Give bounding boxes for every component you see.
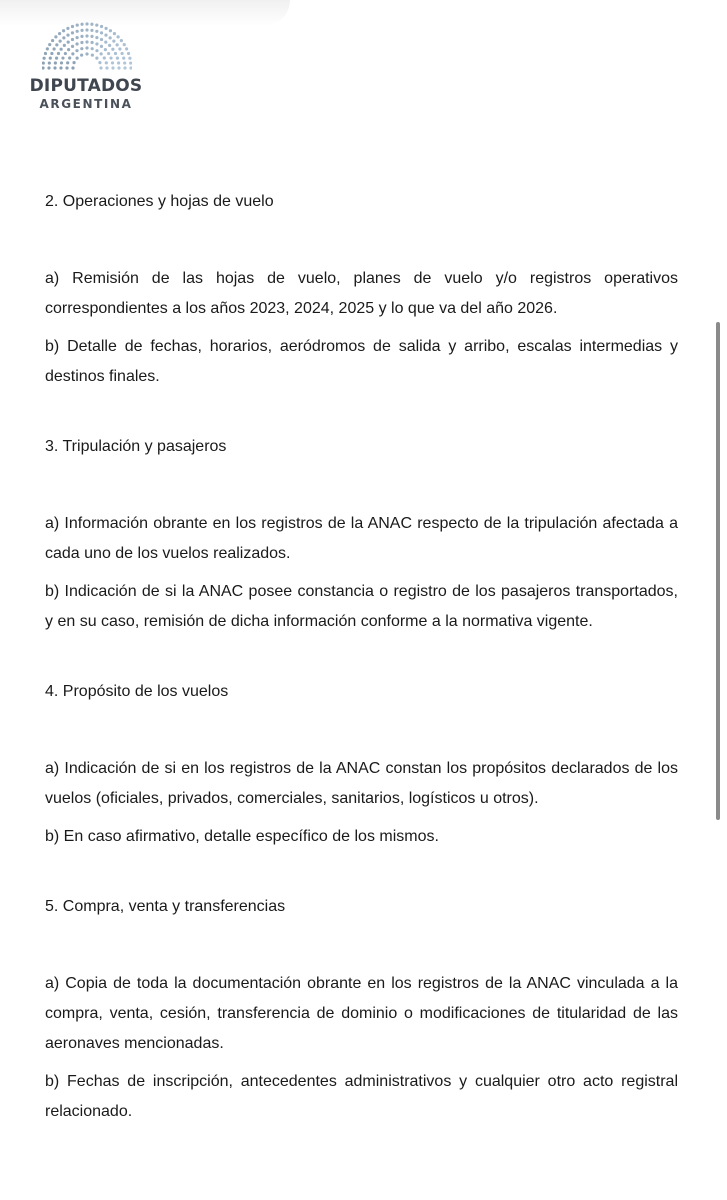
logo-dot	[95, 57, 98, 60]
logo-dot	[80, 23, 83, 26]
logo-dot	[99, 66, 102, 69]
logo-dot	[51, 39, 54, 42]
logo-dot	[48, 43, 51, 46]
logo-dot	[76, 24, 79, 27]
logo-dot	[112, 40, 115, 43]
logo-dot	[103, 56, 106, 59]
logo-dot	[46, 47, 49, 50]
logo-dot	[90, 35, 93, 38]
section-heading: 5. Compra, venta y transferencias	[45, 898, 286, 915]
section	[45, 190, 678, 392]
logo-dot	[127, 52, 130, 55]
logo-dot	[55, 57, 58, 60]
section-item: b) En caso afirmativo, detalle específico de los mismos.	[45, 828, 439, 845]
logo-dot	[53, 66, 56, 69]
logo-dot	[120, 39, 123, 42]
logo-dot	[42, 61, 45, 64]
logo-dot	[71, 45, 74, 48]
logo-dot	[71, 38, 74, 41]
logo-dot	[111, 61, 114, 64]
document-body	[45, 190, 678, 1127]
logo-dot	[109, 36, 112, 39]
logo-dot	[129, 66, 132, 69]
logo-dot	[47, 66, 50, 69]
logo-dot	[100, 25, 103, 28]
section-heading: 3. Tripulación y pasajeros	[45, 438, 227, 455]
section	[45, 680, 678, 852]
logo-dot	[95, 24, 98, 27]
logo-dot	[60, 48, 63, 51]
logo-dot	[65, 66, 68, 69]
logo-dot	[111, 66, 114, 69]
logo-dot	[66, 27, 69, 30]
section-item: a) Remisión de las hojas de vuelo, planes de vuelo y/o registros operativos correspondientes a los años 2023, 2024, 2025 y lo que va del año 2026.	[45, 270, 678, 317]
logo-dot	[90, 29, 93, 32]
logo-dot	[100, 45, 103, 48]
logo-dot	[90, 41, 93, 44]
logo-dot	[49, 57, 52, 60]
logo-dot	[62, 36, 65, 39]
logo-dot	[90, 23, 93, 26]
section-item: b) Detalle de fechas, horarios, aeródromos de salida y arribo, escalas intermedias y destinos finales.	[45, 338, 678, 385]
logo-dot	[75, 49, 78, 52]
logo-dot	[61, 56, 64, 59]
logo-dot	[122, 57, 125, 60]
logo-dot	[85, 34, 88, 37]
logo-dot	[66, 33, 69, 36]
logo-dot	[80, 47, 83, 50]
logo-dot	[71, 66, 74, 69]
logo-dot	[104, 48, 107, 51]
section	[45, 895, 678, 1127]
logo-dot	[108, 44, 111, 47]
logo-dot	[85, 28, 88, 31]
logo-dot	[42, 66, 45, 69]
logo-dot	[85, 40, 88, 43]
logo-dot	[105, 66, 108, 69]
logo-dot	[95, 36, 98, 39]
logo-dot	[128, 57, 131, 60]
logo-dot	[66, 61, 69, 64]
logo-dot	[68, 56, 71, 59]
logo-dot	[95, 42, 98, 45]
logo-dot	[50, 52, 53, 55]
logo-dot	[116, 57, 119, 60]
logo-dot	[104, 41, 107, 44]
logo-dot	[60, 61, 63, 64]
section-item: a) Indicación de si en los registros de la ANAC constan los propósitos declarados de los vuelos (oficiales, privados, comerciales, sanitarios, logísticos u otros).	[45, 760, 678, 807]
logo-dot	[117, 66, 120, 69]
logo-dot	[91, 47, 94, 50]
logo-dot	[123, 66, 126, 69]
scrollbar[interactable]	[716, 322, 720, 820]
logo-dot	[57, 52, 60, 55]
logo-dot	[80, 41, 83, 44]
logo-dot	[80, 35, 83, 38]
logo-dot	[54, 35, 57, 38]
logo-dot	[129, 61, 132, 64]
section-item: a) Información obrante en los registros de la ANAC respecto de la tripulación afectada a cada uno de los vuelos realizados.	[45, 515, 678, 562]
logo-dot	[52, 47, 55, 50]
logo-dot	[71, 31, 74, 34]
logo-dot	[72, 61, 75, 64]
logo-dot	[85, 46, 88, 49]
logo-dot	[76, 30, 79, 33]
logo-dot	[125, 47, 128, 50]
logo-dot	[116, 43, 119, 46]
logo-dot	[123, 61, 126, 64]
logo-dot	[91, 53, 94, 56]
logo-dot	[100, 38, 103, 41]
logo-dot	[100, 31, 103, 34]
logo-dot	[111, 48, 114, 51]
diputados-logo	[26, 20, 146, 112]
logo-dot	[59, 66, 62, 69]
logo-dot	[71, 25, 74, 28]
logo-dot	[63, 44, 66, 47]
chamber-dots-icon	[42, 22, 132, 72]
logo-dot	[48, 61, 51, 64]
section-heading: 4. Propósito de los vuelos	[45, 683, 229, 700]
logo-dot	[76, 57, 79, 60]
logo-dot	[95, 49, 98, 52]
logo-dot	[113, 32, 116, 35]
logo-dot	[100, 52, 103, 55]
logo-dot	[104, 33, 107, 36]
logo-dot	[76, 36, 79, 39]
section	[45, 435, 678, 637]
logo-dot	[117, 61, 120, 64]
section-heading: 2. Operaciones y hojas de vuelo	[45, 193, 274, 210]
logo-dot	[85, 52, 88, 55]
logo-dot	[80, 29, 83, 32]
logo-name: DIPUTADOS	[29, 76, 143, 96]
logo-dot	[118, 47, 121, 50]
logo-dot	[117, 35, 120, 38]
section-item: a) Copia de toda la documentación obrante en los registros de la ANAC vinculada a la compra, venta, cesión, transferencia de dominio o modificaciones de titularidad de las aeronaves mencionadas.	[45, 975, 678, 1052]
logo-dot	[67, 41, 70, 44]
logo-dot	[95, 30, 98, 33]
logo-dot	[43, 57, 46, 60]
logo-dot	[85, 22, 88, 25]
logo-dot	[98, 61, 101, 64]
logo-country: ARGENTINA	[39, 97, 133, 111]
logo-dot	[54, 61, 57, 64]
logo-dot	[64, 52, 67, 55]
logo-dot	[58, 32, 61, 35]
logo-dot	[62, 29, 65, 32]
logo-dot	[59, 40, 62, 43]
logo-dot	[105, 61, 108, 64]
logo-dot	[80, 53, 83, 56]
section-item: b) Fechas de inscripción, antecedentes administrativos y cualquier otro acto registral relacionado.	[45, 1073, 678, 1120]
logo-dot	[109, 29, 112, 32]
logo-dot	[109, 56, 112, 59]
logo-dot	[107, 52, 110, 55]
logo-dot	[75, 42, 78, 45]
logo-dot	[67, 48, 70, 51]
logo-dot	[104, 27, 107, 30]
logo-dot	[44, 52, 47, 55]
section-item: b) Indicación de si la ANAC posee constancia o registro de los pasajeros transportados, y en su caso, remisión de dicha información conforme a la normativa vigente.	[45, 583, 678, 630]
logo-dot	[71, 52, 74, 55]
logo-dot	[123, 43, 126, 46]
logo-dot	[114, 52, 117, 55]
logo-dot	[121, 52, 124, 55]
logo-dot	[55, 43, 58, 46]
